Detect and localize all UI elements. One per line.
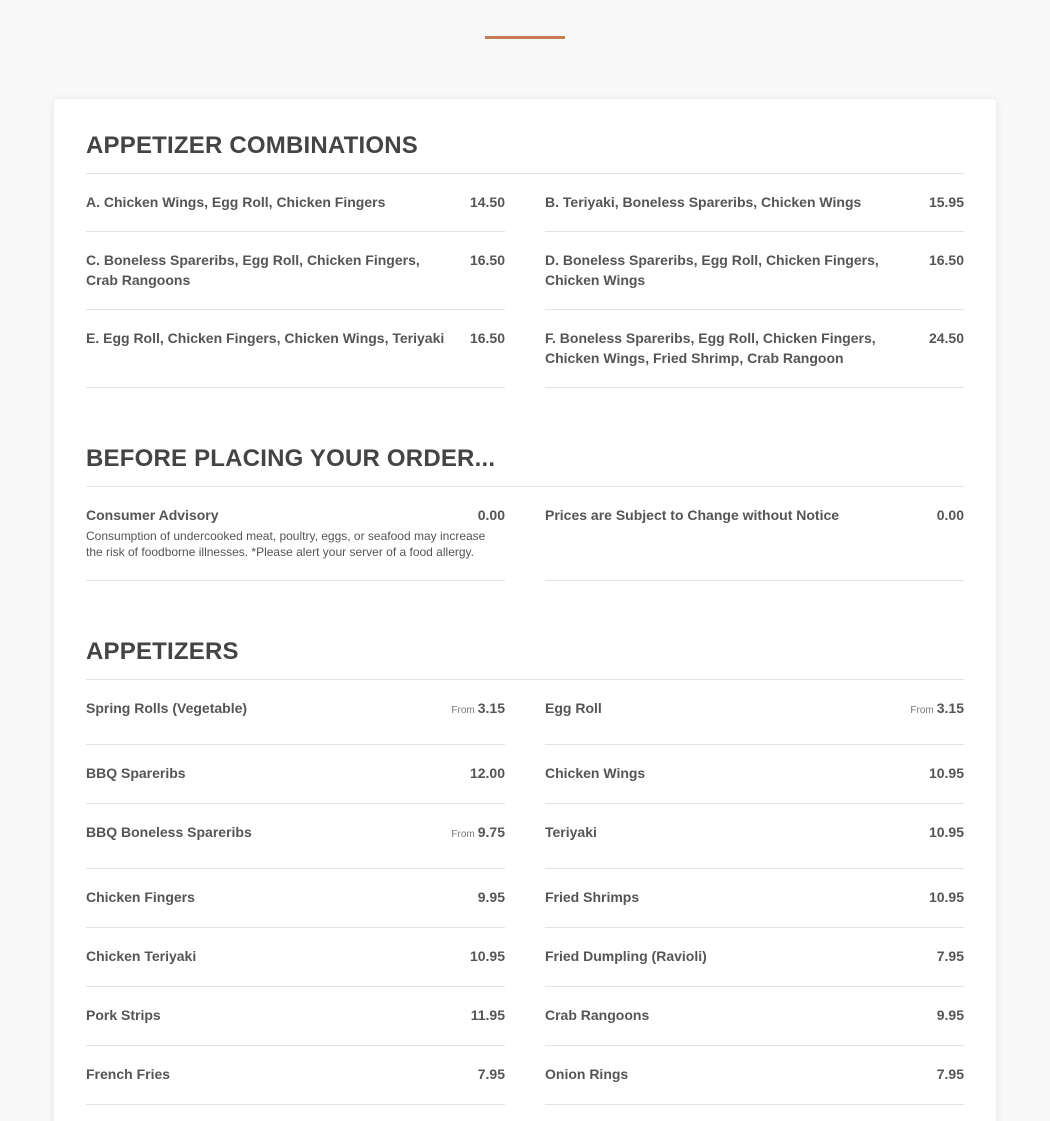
item-price: 0.00: [477, 507, 505, 523]
item-price: 10.95: [928, 765, 964, 781]
item-price: 9.95: [477, 889, 505, 905]
item-name: Prices are Subject to Change without Notice: [545, 507, 840, 523]
menu-item[interactable]: [86, 232, 505, 310]
menu-item[interactable]: [86, 869, 505, 928]
section-before-ordering: [86, 444, 964, 581]
menu-item[interactable]: [545, 869, 964, 928]
header-accent-divider: [485, 36, 565, 39]
menu-item[interactable]: [86, 928, 505, 987]
from-label: From: [910, 705, 934, 716]
item-price: 16.50: [469, 330, 505, 346]
item-name: D. Boneless Spareribs, Egg Roll, Chicken Fingers, Chicken Wings: [545, 252, 879, 288]
item-price: 16.50: [469, 252, 505, 268]
menu-card: [54, 99, 996, 1121]
item-name: BBQ Spareribs: [86, 765, 186, 781]
item-name: E. Egg Roll, Chicken Fingers, Chicken Wings, Teriyaki: [86, 330, 445, 346]
item-price: 0.00: [936, 507, 964, 523]
menu-item[interactable]: [86, 174, 505, 232]
section-appetizer-combinations: [86, 131, 964, 388]
item-price: 11.95: [470, 1007, 505, 1023]
item-name: Fried Shrimps: [545, 889, 640, 905]
menu-item[interactable]: [86, 680, 505, 745]
menu-item[interactable]: [545, 680, 964, 745]
item-name: Onion Rings: [545, 1066, 629, 1082]
item-price: 10.95: [928, 889, 964, 905]
menu-item[interactable]: [86, 310, 505, 388]
item-name: Chicken Wings: [545, 765, 646, 781]
section-title: APPETIZERS: [86, 637, 964, 680]
menu-item[interactable]: [545, 310, 964, 388]
menu-item[interactable]: [545, 804, 964, 869]
item-name: Fried Dumpling (Ravioli): [545, 948, 707, 964]
item-name: French Fries: [86, 1066, 171, 1082]
section-title: APPETIZER COMBINATIONS: [86, 131, 964, 174]
menu-item[interactable]: [545, 487, 964, 581]
item-name: F. Boneless Spareribs, Egg Roll, Chicken Fingers, Chicken Wings, Fried Shrimp, Crab Rangoon: [545, 330, 876, 366]
price-value: 9.75: [477, 824, 505, 840]
item-price: 14.50: [469, 194, 505, 210]
item-name: A. Chicken Wings, Egg Roll, Chicken Fingers: [86, 194, 386, 210]
section-title: BEFORE PLACING YOUR ORDER...: [86, 444, 964, 487]
menu-item[interactable]: [545, 1046, 964, 1105]
item-price: 9.95: [936, 1007, 964, 1023]
item-name: Chicken Fingers: [86, 889, 195, 905]
item-name: Spring Rolls (Vegetable): [86, 700, 248, 716]
item-description: Consumption of undercooked meat, poultry, eggs, or seafood may increase the risk of foodborne illnesses. *Please alert your server of a food allergy.: [86, 529, 486, 559]
from-label: From: [451, 829, 475, 840]
menu-item[interactable]: [86, 987, 505, 1046]
item-price: [910, 698, 964, 721]
menu-item[interactable]: [545, 987, 964, 1046]
menu-item[interactable]: [86, 1046, 505, 1105]
menu-item[interactable]: [545, 174, 964, 232]
item-name: Egg Roll: [545, 700, 602, 716]
item-price: 7.95: [936, 948, 964, 964]
item-name: Teriyaki: [545, 824, 597, 840]
item-price: 24.50: [928, 330, 964, 346]
item-price: 16.50: [928, 252, 964, 268]
item-price: 15.95: [928, 194, 964, 210]
item-price: 7.95: [936, 1066, 964, 1082]
item-name: BBQ Boneless Spareribs: [86, 824, 252, 840]
item-name: Crab Rangoons: [545, 1007, 650, 1023]
section-appetizers: [86, 637, 964, 1105]
menu-item[interactable]: [86, 745, 505, 804]
item-name: B. Teriyaki, Boneless Spareribs, Chicken Wings: [545, 194, 862, 210]
item-price: [451, 822, 505, 845]
item-name: C. Boneless Spareribs, Egg Roll, Chicken Fingers, Crab Rangoons: [86, 252, 420, 288]
item-price: [451, 698, 505, 721]
price-value: 3.15: [936, 700, 964, 716]
menu-item[interactable]: [545, 232, 964, 310]
item-price: 10.95: [469, 948, 505, 964]
menu-item[interactable]: [545, 928, 964, 987]
from-label: From: [451, 705, 475, 716]
menu-item[interactable]: [545, 745, 964, 804]
menu-item[interactable]: [86, 804, 505, 869]
item-price: 7.95: [477, 1066, 505, 1082]
item-price: 12.00: [469, 765, 505, 781]
menu-item[interactable]: [86, 487, 505, 581]
item-price: 10.95: [928, 824, 964, 840]
item-name: Consumer Advisory: [86, 507, 219, 523]
item-name: Pork Strips: [86, 1007, 161, 1023]
item-name: Chicken Teriyaki: [86, 948, 197, 964]
price-value: 3.15: [477, 700, 505, 716]
